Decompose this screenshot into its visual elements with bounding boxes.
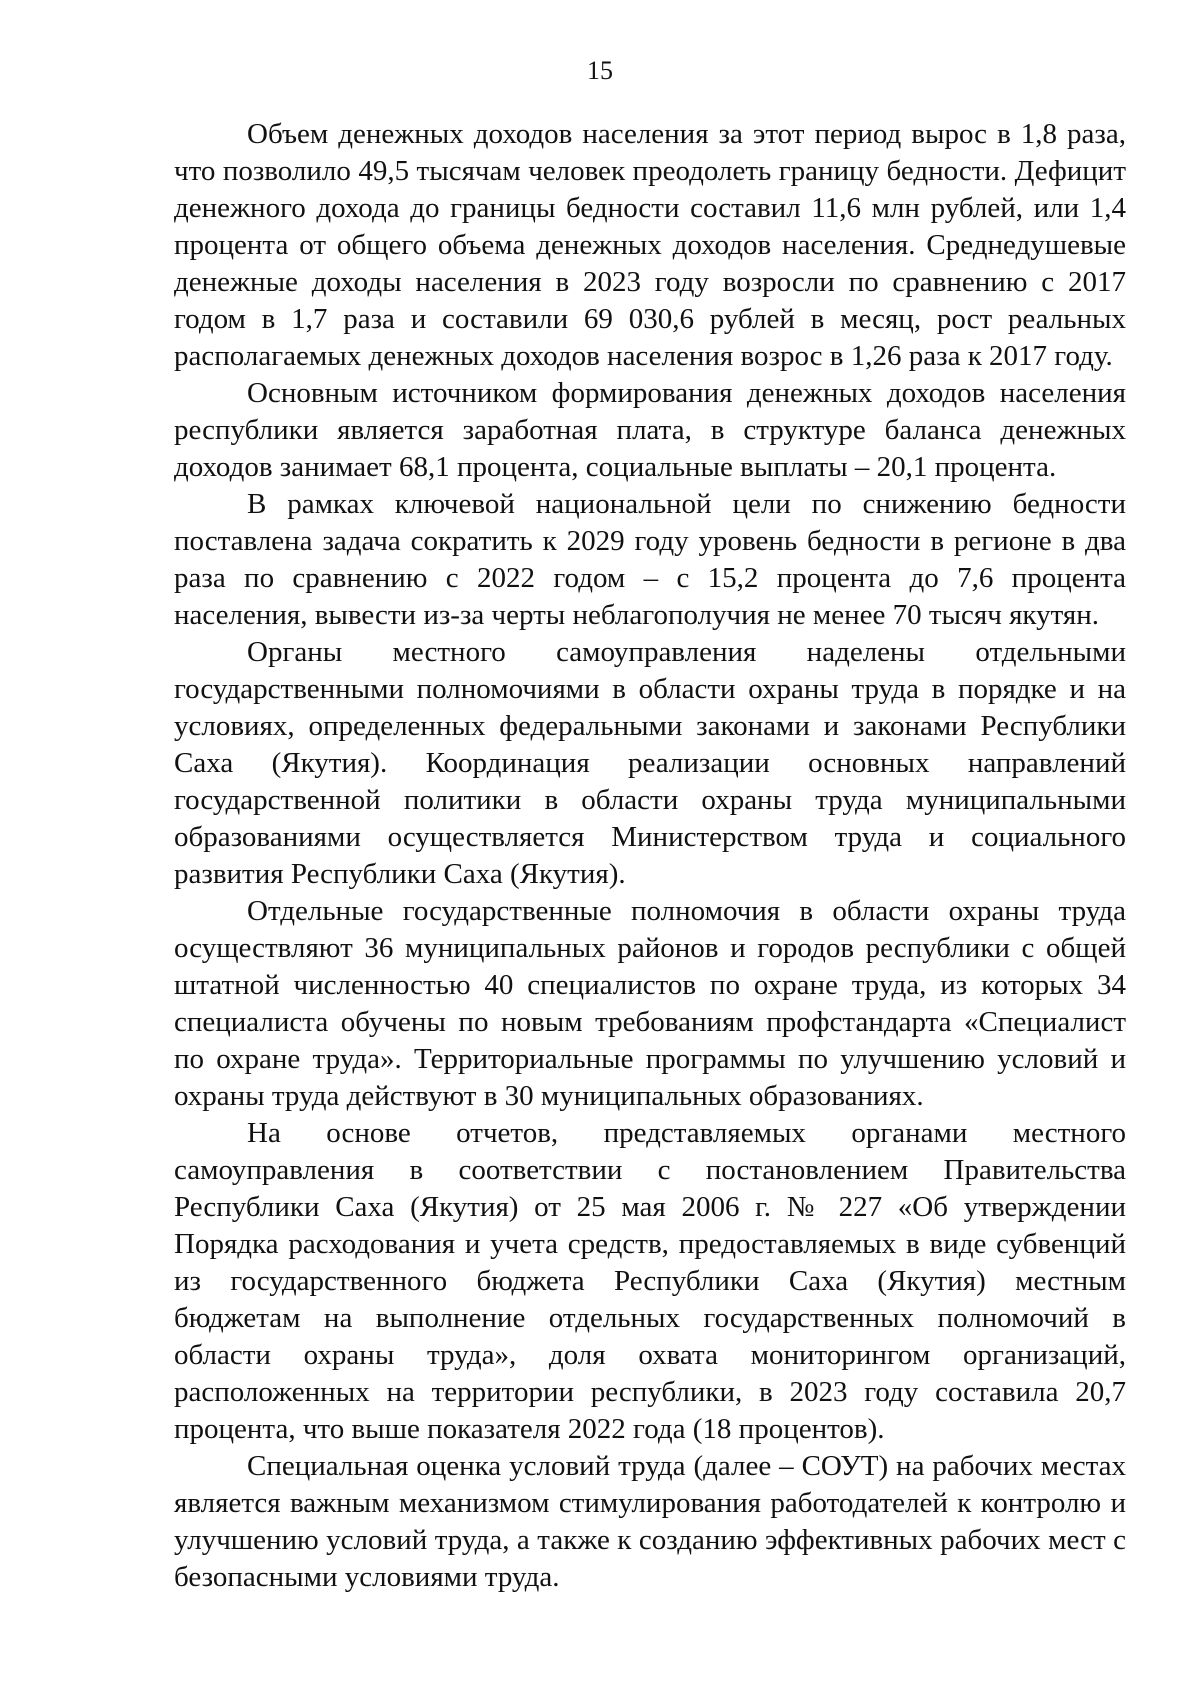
paragraph-local-government: Органы местного самоуправления наделены отдельными государственными полномочиями в области охраны труда в порядке и на условиях, определенных федеральными законами и законами Республики Саха (Якутия). Координация реализации основных направлений государственной политики в области охраны труда муниципальными образованиями осуществляется Министерством труда и социального развития Республики Саха (Якутия). [174,636,1126,890]
document-body [174,116,1126,1596]
paragraph-poverty-goal: В рамках ключевой национальной цели по снижению бедности поставлена задача сократить к 2029 году уровень бедности в регионе в два раза по сравнению с 2022 годом – с 15,2 процента до 7,6 процента населения, вывести из-за черты неблагополучия не менее 70 тысяч якутян. [174,488,1126,631]
paragraph-income-sources: Основным источником формирования денежных доходов населения республики является заработная плата, в структуре баланса денежных доходов занимает 68,1 процента, социальные выплаты – 20,1 процента. [174,377,1126,483]
paragraph-labor-safety-specialists: Отдельные государственные полномочия в области охраны труда осуществляют 36 муниципальных районов и городов республики с общей штатной численностью 40 специалистов по охране труда, из которых 34 специалиста обучены по новым требованиям профстандарта «Специалист по охране труда». Территориальные программы по улучшению условий и охраны труда действуют в 30 муниципальных образованиях. [174,895,1126,1112]
paragraph-monitoring-coverage: На основе отчетов, представляемых органами местного самоуправления в соответствии с постановлением Правительства Республики Саха (Якутия) от 25 мая 2006 г. № 227 «Об утверждении Порядка расходования и учета средств, предоставляемых в виде субвенций из государственного бюджета Республики Саха (Якутия) местным бюджетам на выполнение отдельных государственных полномочий в области охраны труда», доля охвата мониторингом организаций, расположенных на территории республики, в 2023 году составила 20,7 процента, что выше показателя 2022 года (18 процентов). [174,1117,1126,1445]
paragraph-income-growth: Объем денежных доходов населения за этот период вырос в 1,8 раза, что позволило 49,5 тысячам человек преодолеть границу бедности. Дефицит денежного дохода до границы бедности составил 11,6 млн рублей, или 1,4 процента от общего объема денежных доходов населения. Среднедушевые денежные доходы населения в 2023 году возросли по сравнению с 2017 годом в 1,7 раза и составили 69 030,6 рублей в месяц, рост реальных располагаемых денежных доходов населения возрос в 1,26 раза к 2017 году. [174,118,1126,372]
paragraph-special-assessment: Специальная оценка условий труда (далее – СОУТ) на рабочих местах является важным механизмом стимулирования работодателей к контролю и улучшению условий труда, а также к созданию эффективных рабочих мест с безопасными условиями труда. [174,1450,1126,1593]
page-number: 15 [587,56,613,85]
